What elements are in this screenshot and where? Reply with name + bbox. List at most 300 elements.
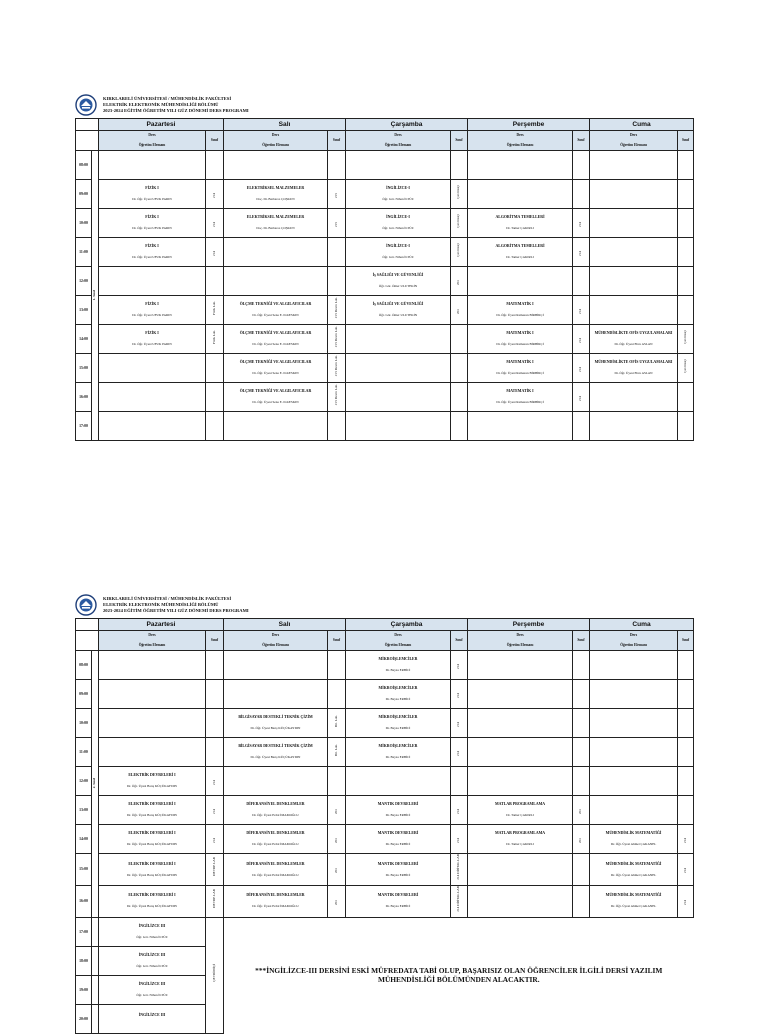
room-label: 214 xyxy=(578,395,583,401)
course-name: DİFERANSİYEL DENKLEMLER xyxy=(246,802,305,807)
course-name: ELEKTRİK DEVRELERİ I xyxy=(128,773,176,778)
room-label: 201 xyxy=(333,900,338,906)
course-entry xyxy=(590,325,677,353)
room-cell xyxy=(451,354,468,383)
table-row xyxy=(76,917,694,946)
room-cell xyxy=(573,209,590,238)
room-label: ÇEVRİMİÇİ xyxy=(211,963,216,982)
subheader-course-label: Ders xyxy=(516,133,524,137)
time-cell: 09:00 xyxy=(76,180,92,209)
room-cell xyxy=(206,151,224,180)
room-cell xyxy=(206,680,224,709)
course-cell xyxy=(346,738,451,767)
course-cell xyxy=(590,854,678,886)
lecturer-name: Dr. Tamer ÇAKIRLI xyxy=(506,842,534,847)
course-entry xyxy=(468,825,572,853)
course-cell xyxy=(346,885,451,917)
subheader-lecturer-label: Öğretim Elemanı xyxy=(620,143,647,147)
course-cell xyxy=(99,709,206,738)
room-label: 214 xyxy=(211,808,216,814)
room-cell xyxy=(328,267,346,296)
room-label: Çevrimiçi xyxy=(682,358,687,373)
lecturer-name: Öğr. Gör. Ömer ULUTEKİN xyxy=(378,284,418,289)
course-entry xyxy=(346,296,450,324)
course-cell xyxy=(224,885,328,917)
room-cell xyxy=(573,796,590,825)
subheader-room: Sınıf xyxy=(573,131,590,151)
course-cell xyxy=(224,412,328,441)
lecturer-name: Dr. Öğr. Üyesi Ahmet ÇAKANEL xyxy=(610,842,657,847)
room-cell xyxy=(573,151,590,180)
course-name: MATEMATİK I xyxy=(506,389,534,394)
subheader-course xyxy=(346,631,451,651)
course-entry xyxy=(99,886,205,917)
room-cell xyxy=(328,354,346,383)
lecturer-name: Öğr. Gör. Nihan İLTÜZ xyxy=(136,992,168,997)
course-cell xyxy=(224,238,328,267)
subheader-course-label: Ders xyxy=(629,633,638,637)
course-entry xyxy=(590,825,677,853)
room-cell xyxy=(573,854,590,886)
room-cell xyxy=(451,796,468,825)
course-cell xyxy=(224,209,328,238)
term-title: 2023-2024 EĞİTİM ÖĞRETİM YILI GÜZ DÖNEMİ DERS PROGRAMI xyxy=(103,108,249,114)
course-cell xyxy=(468,354,573,383)
table-row xyxy=(76,796,694,825)
time-cell: 14:00 xyxy=(76,325,92,354)
course-cell xyxy=(99,917,206,946)
course-entry xyxy=(99,238,205,266)
course-entry xyxy=(224,354,327,382)
course-cell xyxy=(468,383,573,412)
course-entry xyxy=(224,209,327,237)
room-cell xyxy=(206,412,224,441)
room-cell xyxy=(678,854,694,886)
time-cell: 10:00 xyxy=(76,709,92,738)
room-label: 215 Devre Lab. xyxy=(333,383,338,406)
room-cell xyxy=(206,354,224,383)
course-cell xyxy=(468,738,573,767)
course-cell xyxy=(590,325,678,354)
room-cell xyxy=(573,296,590,325)
course-name: İNGİLİZCE III xyxy=(138,952,166,957)
course-cell xyxy=(346,209,451,238)
time-cell: 19:00 xyxy=(76,975,92,1004)
room-label: 201 xyxy=(333,837,338,843)
room-label: 201 xyxy=(578,808,583,814)
room-cell xyxy=(573,825,590,854)
table-row xyxy=(76,885,694,917)
room-label: 214 xyxy=(211,250,216,256)
room-label: 214 xyxy=(456,663,461,669)
corner-cell xyxy=(76,131,99,151)
subheader-course-label: Ders xyxy=(148,133,156,137)
time-cell: 18:00 xyxy=(76,946,92,975)
course-cell xyxy=(346,354,451,383)
table-row xyxy=(76,267,694,296)
course-name: FİZİK I xyxy=(145,331,159,336)
lecturer-name: Dr. Öğr. Üyesi Erdal İMAMOĞLU xyxy=(252,904,299,909)
university-name: KIRKLARELİ ÜNİVERSİTESİ / MÜHENDİSLİK FAKÜLTESİ xyxy=(103,596,232,601)
course-cell xyxy=(99,209,206,238)
room-cell xyxy=(451,325,468,354)
room-label: 214 xyxy=(456,837,461,843)
course-entry xyxy=(346,854,450,885)
lecturer-name: Dr. Öğr. Üyesi Ramazan BİRBİRÇİ xyxy=(496,342,544,347)
time-cell: 16:00 xyxy=(76,383,92,412)
course-entry xyxy=(468,296,572,324)
room-label: Çevrimiçi xyxy=(456,242,461,257)
room-cell xyxy=(328,680,346,709)
course-entry xyxy=(224,325,327,353)
lecturer-name: Dr. Öğr. Üyesi UFUK PARIN xyxy=(132,313,172,318)
course-cell xyxy=(590,209,678,238)
room-label: Fizik Lab. xyxy=(211,329,216,344)
course-cell xyxy=(99,825,206,854)
course-cell xyxy=(224,651,328,680)
class-label: 1. Sınıf xyxy=(92,289,97,301)
room-cell xyxy=(206,885,224,917)
course-entry xyxy=(468,383,572,411)
course-entry xyxy=(224,180,327,208)
course-cell xyxy=(224,296,328,325)
course-cell xyxy=(468,238,573,267)
course-name: MANTIK DEVRELERİ xyxy=(377,831,419,836)
table-row xyxy=(76,825,694,854)
course-cell xyxy=(468,680,573,709)
room-label: 214 xyxy=(578,250,583,256)
room-cell xyxy=(678,325,694,354)
course-cell xyxy=(346,151,451,180)
table-row xyxy=(76,680,694,709)
room-label: Çevrimiçi xyxy=(682,329,687,344)
lecturer-name: Dr. Öğr. Üyesi UFUK PARIN xyxy=(132,342,172,347)
room-cell xyxy=(573,354,590,383)
subheader-course xyxy=(468,631,573,651)
lecturer-name: Dr. Öğr. Üyesi Ahmet ÇAKANEL xyxy=(610,904,657,909)
room-cell xyxy=(328,738,346,767)
room-label: 214 xyxy=(456,692,461,698)
subheader-course xyxy=(346,131,451,151)
course-cell xyxy=(468,412,573,441)
course-entry xyxy=(99,796,205,824)
course-cell xyxy=(346,267,451,296)
time-cell: 12:00 xyxy=(76,767,92,796)
room-label: Çevrimiçi xyxy=(456,213,461,228)
subheader-course-label: Ders xyxy=(148,633,156,637)
lecturer-name: Dr. Beyza ERBİCİ xyxy=(385,842,411,847)
time-cell: 13:00 xyxy=(76,796,92,825)
course-cell xyxy=(468,296,573,325)
course-cell xyxy=(224,738,328,767)
course-cell xyxy=(99,975,206,1004)
table-row xyxy=(76,180,694,209)
time-cell: 17:00 xyxy=(76,412,92,441)
course-entry xyxy=(224,825,327,853)
class-label: 2. Sınıf xyxy=(92,778,97,789)
corner-cell xyxy=(76,119,99,131)
room-cell xyxy=(573,267,590,296)
room-cell xyxy=(678,267,694,296)
course-entry xyxy=(224,738,327,766)
course-name: MATEMATİK I xyxy=(506,302,534,307)
course-cell xyxy=(224,383,328,412)
lecturer-name: Dr. Öğr. Üyesi Barış KÜÇÜKAYDIN xyxy=(127,813,177,818)
time-cell: 13:00 xyxy=(76,296,92,325)
lecturer-name: Dr. Beyza ERBİCİ xyxy=(385,872,411,877)
course-cell xyxy=(590,354,678,383)
document-header xyxy=(75,594,693,618)
course-cell xyxy=(590,651,678,680)
subheader-course-label: Ders xyxy=(516,633,524,637)
subheader-course-label: Ders xyxy=(394,633,402,637)
room-cell xyxy=(678,180,694,209)
lecturer-name: Öğr. Gör. Nihan İLTÜZ xyxy=(136,963,168,968)
course-name: İş SAĞLIĞI VE GÜVENLİĞİ xyxy=(372,302,424,307)
room-label: 214 xyxy=(211,779,216,785)
course-cell xyxy=(224,680,328,709)
course-name: ELEKTRİKSEL MALZEMELER xyxy=(246,215,305,220)
lecturer-name: Dr. Öğr. Üyesi Ebru ASLAN xyxy=(614,371,653,376)
course-cell xyxy=(99,383,206,412)
room-label: 214 xyxy=(578,221,583,227)
room-cell xyxy=(328,325,346,354)
course-cell xyxy=(590,180,678,209)
course-entry xyxy=(224,854,327,885)
course-cell xyxy=(468,709,573,738)
room-label: Bil. Lab. xyxy=(333,715,338,727)
room-cell xyxy=(451,738,468,767)
room-cell xyxy=(573,180,590,209)
day-header-5: Cuma xyxy=(590,119,694,131)
course-cell xyxy=(99,796,206,825)
course-cell xyxy=(99,680,206,709)
corner-cell xyxy=(76,619,99,631)
course-name: İNGİLİZCE III xyxy=(138,923,166,928)
lecturer-name: Dr. Öğr. Üyesi UFUK PARIN xyxy=(132,226,172,231)
lecturer-name: Dr. Tamer ÇAKIRLI xyxy=(506,226,534,231)
subheader-lecturer-label: Öğretim Elemanı xyxy=(506,143,534,147)
course-cell xyxy=(224,325,328,354)
room-cell xyxy=(573,651,590,680)
lecturer-name: Dr. Beyza ERBİCİ xyxy=(385,755,411,760)
course-entry xyxy=(590,354,677,382)
lecturer-name: Dr. Öğr. Üyesi Ramazan BİRBİRÇİ xyxy=(496,371,544,376)
course-cell xyxy=(224,767,328,796)
room-cell xyxy=(328,209,346,238)
subheader-room: Sınıf xyxy=(451,131,468,151)
course-name: MİKROİŞLEMCİLER xyxy=(378,686,418,691)
course-cell xyxy=(224,825,328,854)
subheader-course xyxy=(99,631,206,651)
table-row xyxy=(76,238,694,267)
class-label-cell xyxy=(92,917,99,946)
room-cell xyxy=(328,651,346,680)
course-name: ELEKTRİK DEVRELERİ I xyxy=(128,831,176,836)
subheader-lecturer-label: Öğretim Elemanı xyxy=(262,643,289,647)
course-name: FİZİK I xyxy=(145,302,159,307)
lecturer-name: Öğr. Gör. Nihan İLTÜZ xyxy=(382,255,414,260)
course-entry xyxy=(224,709,327,737)
lecturer-name: Dr. Öğr. Üyesi Sena E. ILKESKIN xyxy=(252,400,299,405)
room-cell xyxy=(573,709,590,738)
course-entry xyxy=(99,976,205,1004)
course-cell xyxy=(224,180,328,209)
subheader-course xyxy=(468,131,573,151)
room-cell xyxy=(206,209,224,238)
course-entry xyxy=(590,886,677,917)
course-cell xyxy=(590,383,678,412)
room-label: 201 xyxy=(456,308,461,314)
room-cell xyxy=(328,796,346,825)
lecturer-name: Dr. Öğr. Üyesi Erdal İMAMOĞLU xyxy=(252,872,299,877)
room-cell xyxy=(451,238,468,267)
course-cell xyxy=(468,180,573,209)
department-name: ELEKTRİK ELEKTRONİK MÜHENDİSLİĞİ BÖLÜMÜ xyxy=(103,102,219,108)
subheader-room: Sınıf xyxy=(678,631,694,651)
room-label: Bil. Lab. xyxy=(333,744,338,756)
course-name: FİZİK I xyxy=(145,244,159,249)
course-cell xyxy=(590,412,678,441)
course-name: MATLAB PROGRAMLAMA xyxy=(494,802,546,807)
time-cell: 10:00 xyxy=(76,209,92,238)
room-label: 215 Devre Lab. xyxy=(333,325,338,348)
table-row xyxy=(76,412,694,441)
lecturer-name: Dr. Beyza ERBİCİ xyxy=(385,726,411,731)
room-label: 214 xyxy=(211,837,216,843)
room-label: 214 xyxy=(682,868,687,874)
room-cell xyxy=(206,325,224,354)
table-row xyxy=(76,651,694,680)
room-cell xyxy=(451,709,468,738)
course-entry xyxy=(99,825,205,853)
course-name: MİKROİŞLEMCİLER xyxy=(378,744,418,749)
time-cell: 08:00 xyxy=(76,651,92,680)
course-cell xyxy=(590,825,678,854)
table-row xyxy=(76,209,694,238)
room-label: 214 xyxy=(456,808,461,814)
course-cell xyxy=(346,383,451,412)
room-label: 201 xyxy=(578,837,583,843)
room-cell xyxy=(328,854,346,886)
course-cell xyxy=(346,325,451,354)
room-label: 214 xyxy=(578,308,583,314)
course-name: ÖLÇME TEKNİĞİ VE ALGILAYICILAR xyxy=(239,360,312,365)
table-row xyxy=(76,854,694,886)
room-cell xyxy=(451,767,468,796)
lecturer-name: Dr. Öğr. Üyesi Sena E. ILKESKIN xyxy=(252,342,299,347)
subheader-room: Sınıf xyxy=(328,631,346,651)
room-label: 215 Devre Lab. xyxy=(333,354,338,377)
room-cell xyxy=(328,767,346,796)
lecturer-name: Dr. Öğr. Üyesi Barış KÜÇÜKAYDIN xyxy=(250,726,301,731)
subheader-lecturer-label: Öğretim Elemanı xyxy=(262,143,289,147)
course-name: İNGİLİZCE III xyxy=(138,1013,166,1018)
room-cell xyxy=(328,296,346,325)
subheader-course-label: Ders xyxy=(271,133,280,137)
course-entry xyxy=(590,854,677,885)
course-cell xyxy=(346,296,451,325)
document-header xyxy=(75,94,693,118)
room-label: 214 DİJİTAL LAB xyxy=(456,854,461,880)
course-cell xyxy=(590,296,678,325)
course-name: ÖLÇME TEKNİĞİ VE ALGILAYICILAR xyxy=(239,331,312,336)
term-title: 2023-2024 EĞİTİM ÖĞRETİM YILI GÜZ DÖNEMİ DERS PROGRAMI xyxy=(103,608,249,614)
room-cell xyxy=(206,267,224,296)
room-cell xyxy=(328,412,346,441)
room-cell xyxy=(573,767,590,796)
course-name: MÜHENDİSLİKTE OFİS UYGULAMALARI xyxy=(594,360,673,365)
day-header-2: Salı xyxy=(224,119,346,131)
room-cell xyxy=(206,917,224,1033)
class-label-cell xyxy=(92,151,99,441)
subheader-course xyxy=(590,131,678,151)
subheader-course xyxy=(224,131,328,151)
course-cell xyxy=(346,180,451,209)
room-cell xyxy=(678,885,694,917)
lecturer-name: Dr. Öğr. Üyesi Erdal İMAMOĞLU xyxy=(252,842,299,847)
course-cell xyxy=(346,680,451,709)
day-header-4: Perşembe xyxy=(468,119,590,131)
room-cell xyxy=(678,296,694,325)
room-cell xyxy=(573,738,590,767)
course-cell xyxy=(590,709,678,738)
room-label: 201 xyxy=(333,868,338,874)
course-name: MANTIK DEVRELERİ xyxy=(377,802,419,807)
room-cell xyxy=(573,885,590,917)
course-name: DİFERANSİYEL DENKLEMLER xyxy=(246,893,305,898)
room-cell xyxy=(573,412,590,441)
room-cell xyxy=(678,238,694,267)
course-cell xyxy=(224,709,328,738)
room-cell xyxy=(678,209,694,238)
course-cell xyxy=(590,680,678,709)
lecturer-name: Dr. Beyza ERBİCİ xyxy=(385,697,411,702)
room-cell xyxy=(678,151,694,180)
course-cell xyxy=(468,767,573,796)
room-cell xyxy=(678,680,694,709)
course-entry xyxy=(99,947,205,975)
room-cell xyxy=(573,680,590,709)
course-cell xyxy=(590,151,678,180)
course-name: İNGİLİZCE-I xyxy=(386,186,410,191)
room-cell xyxy=(451,680,468,709)
course-entry xyxy=(346,796,450,824)
course-name: BİLGİSAYAR DESTEKLİ TEKNİK ÇİZİM xyxy=(238,744,313,749)
course-cell xyxy=(224,151,328,180)
schedule-table-2 xyxy=(75,618,694,1034)
course-name: MANTIK DEVRELERİ xyxy=(377,893,419,898)
course-name: İş SAĞLIĞI VE GÜVENLİĞİ xyxy=(372,273,424,278)
room-cell xyxy=(328,709,346,738)
course-name: FİZİK I xyxy=(145,186,159,191)
room-cell xyxy=(206,383,224,412)
course-entry xyxy=(346,680,450,708)
course-name: ALGORİTMA TEMELLERİ xyxy=(495,244,545,249)
lecturer-name: Dr. Tamer ÇAKIRLI xyxy=(506,255,534,260)
course-entry xyxy=(346,709,450,737)
room-cell xyxy=(451,209,468,238)
course-entry xyxy=(99,209,205,237)
room-cell xyxy=(206,854,224,886)
subheader-room: Sınıf xyxy=(678,131,694,151)
course-entry xyxy=(346,180,450,208)
lecturer-name: Dr. Beyza ERBİCİ xyxy=(385,904,411,909)
footnote-text: ***İNGİLİZCE-III DERSİNİ ESKİ MÜFREDATA TABİ OLUP, BAŞARISIZ OLAN ÖĞRENCİLER İLGİLİ DERSİ YAZILIM MÜHENDİSLİĞİ BÖLÜMÜNDEN ALACAKTIR. xyxy=(255,966,663,985)
course-cell xyxy=(468,854,573,886)
lecturer-name: Öğr. Gör. Nihan İLTÜZ xyxy=(382,226,414,231)
course-cell xyxy=(590,796,678,825)
